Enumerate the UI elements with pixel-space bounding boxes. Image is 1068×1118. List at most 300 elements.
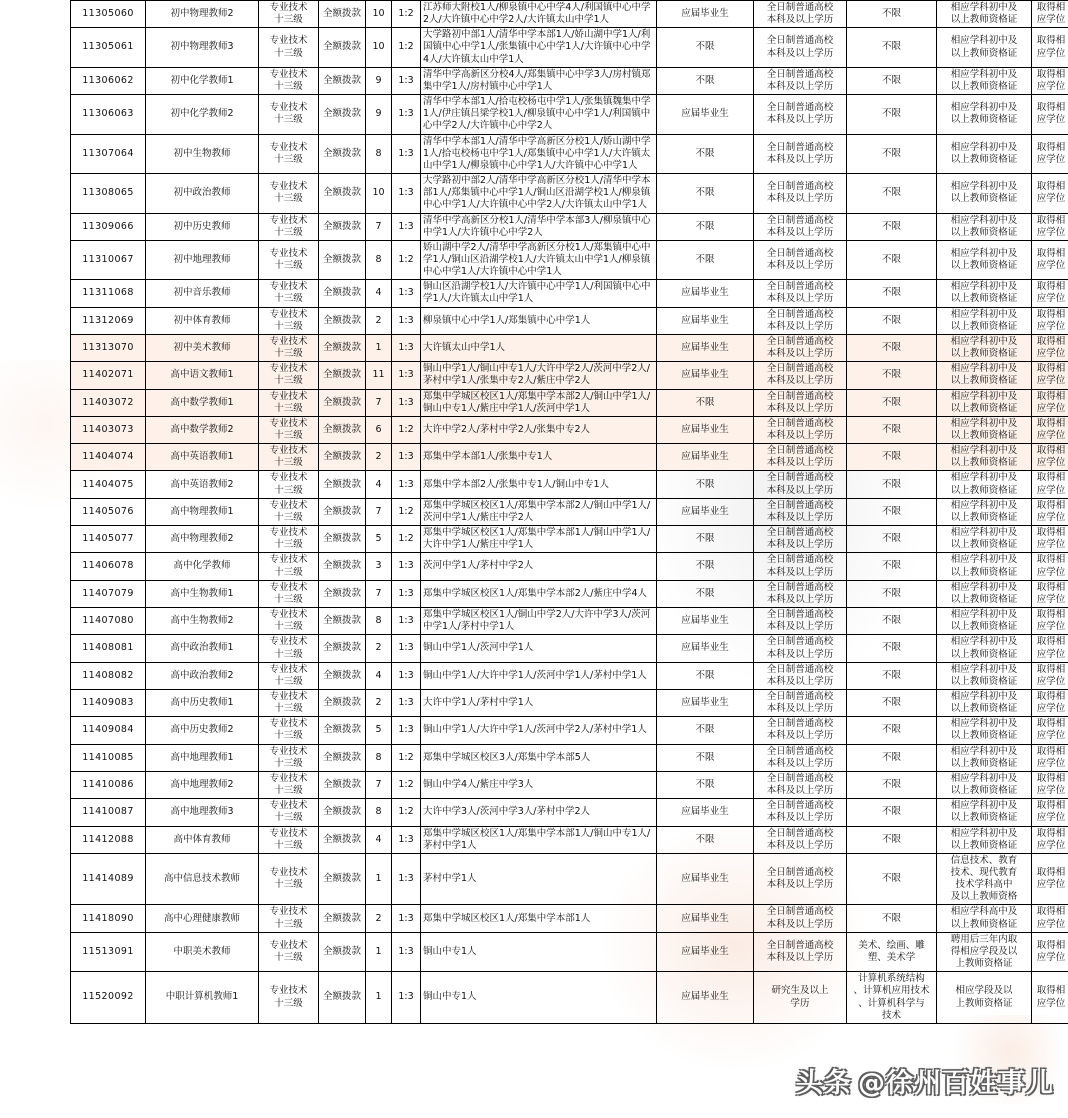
cell-certificate-requirement: 相应学科初中及 以上教师资格证 [937, 689, 1032, 716]
cell-exam-ratio: 1:3 [392, 307, 421, 334]
cell-position-code: 11410085 [71, 744, 146, 771]
cell-degree-requirement: 取得相 应学位 [1032, 826, 1068, 853]
cell-certificate-requirement: 相应学科初中及 以上教师资格证 [937, 744, 1032, 771]
cell-funding-type: 全额拨款 [319, 389, 366, 416]
cell-position-code: 11409084 [71, 717, 146, 744]
cell-education-requirement: 全日制普通高校 本科及以上学历 [754, 799, 847, 826]
table-row [71, 213, 1068, 240]
cell-position-code: 11520092 [71, 972, 146, 1024]
table-row [71, 826, 1068, 853]
cell-graduation-requirement: 应届毕业生 [657, 280, 754, 307]
table-row [71, 972, 1068, 1024]
cell-position-code: 11313070 [71, 334, 146, 361]
cell-exam-ratio: 1:3 [392, 471, 421, 498]
cell-certificate-requirement: 相应学科初中及 以上教师资格证 [937, 826, 1032, 853]
cell-certificate-requirement: 相应学科初中及 以上教师资格证 [937, 553, 1032, 580]
cell-exam-ratio: 1:3 [392, 580, 421, 607]
cell-school-allocation: 铜山中学1人/铜山中专1人/大许中学2人/茨河中学2人/茅村中学1人/张集中专2人/紫庄中学2人 [421, 362, 657, 389]
cell-headcount: 4 [366, 471, 392, 498]
cell-position-code: 11309066 [71, 213, 146, 240]
cell-headcount: 10 [366, 174, 392, 213]
cell-education-requirement: 全日制普通高校 本科及以上学历 [754, 213, 847, 240]
cell-funding-type: 全额拨款 [319, 744, 366, 771]
table-row [71, 498, 1068, 525]
cell-certificate-requirement: 相应学科初中及 以上教师资格证 [937, 717, 1032, 744]
cell-funding-type: 全额拨款 [319, 771, 366, 798]
cell-headcount: 2 [366, 444, 392, 471]
cell-position-name: 高中政治教师2 [146, 662, 259, 689]
cell-headcount: 8 [366, 608, 392, 635]
cell-certificate-requirement: 相应学科初中及 以上教师资格证 [937, 134, 1032, 173]
cell-position-name: 高中生物教师2 [146, 608, 259, 635]
table-row [71, 334, 1068, 361]
cell-degree-requirement: 取得相 应学位 [1032, 389, 1068, 416]
cell-position-name: 高中英语教师2 [146, 471, 259, 498]
cell-position-code: 11403072 [71, 389, 146, 416]
cell-degree-requirement: 取得相 应学位 [1032, 95, 1068, 134]
cell-school-allocation: 铜山中学1人/茨河中学1人 [421, 635, 657, 662]
cell-exam-ratio: 1:3 [392, 826, 421, 853]
cell-graduation-requirement: 应届毕业生 [657, 905, 754, 932]
table-row [71, 799, 1068, 826]
cell-funding-type: 全额拨款 [319, 1, 366, 28]
table-row [71, 905, 1068, 932]
cell-position-code: 11306062 [71, 67, 146, 94]
cell-headcount: 2 [366, 307, 392, 334]
cell-job-level: 专业技术 十三级 [259, 553, 319, 580]
cell-school-allocation: 铜山中专1人 [421, 932, 657, 971]
cell-education-requirement: 全日制普通高校 本科及以上学历 [754, 580, 847, 607]
cell-school-allocation: 茅村中学1人 [421, 853, 657, 905]
cell-education-requirement: 全日制普通高校 本科及以上学历 [754, 853, 847, 905]
table-row [71, 771, 1068, 798]
cell-major-requirement: 不限 [847, 662, 937, 689]
cell-exam-ratio: 1:2 [392, 498, 421, 525]
cell-funding-type: 全额拨款 [319, 240, 366, 279]
cell-position-name: 高中地理教师2 [146, 771, 259, 798]
cell-graduation-requirement: 应届毕业生 [657, 853, 754, 905]
cell-exam-ratio: 1:3 [392, 689, 421, 716]
cell-education-requirement: 全日制普通高校 本科及以上学历 [754, 689, 847, 716]
cell-school-allocation: 清华中学高新区分校4人/郑集镇中心中学3人/房村镇郑集中学1人/房村镇中心中学1人 [421, 67, 657, 94]
cell-graduation-requirement: 应届毕业生 [657, 362, 754, 389]
cell-exam-ratio: 1:3 [392, 972, 421, 1024]
cell-education-requirement: 全日制普通高校 本科及以上学历 [754, 416, 847, 443]
cell-graduation-requirement: 不限 [657, 744, 754, 771]
cell-position-code: 11410087 [71, 799, 146, 826]
cell-graduation-requirement: 不限 [657, 174, 754, 213]
table-row [71, 580, 1068, 607]
cell-school-allocation: 铜山中学1人/大许中学1人/茨河中学2人/茅村中学1人 [421, 717, 657, 744]
table-row [71, 744, 1068, 771]
cell-graduation-requirement: 应届毕业生 [657, 95, 754, 134]
cell-headcount: 11 [366, 362, 392, 389]
cell-degree-requirement: 取得相 应学位 [1032, 174, 1068, 213]
cell-graduation-requirement: 应届毕业生 [657, 608, 754, 635]
cell-position-code: 11409083 [71, 689, 146, 716]
cell-funding-type: 全额拨款 [319, 416, 366, 443]
cell-school-allocation: 江苏师大附校1人/柳泉镇中心中学4人/利国镇中心中学2人/大许镇中心中学2人/大许镇太山中学1人 [421, 1, 657, 28]
cell-education-requirement: 全日制普通高校 本科及以上学历 [754, 444, 847, 471]
cell-education-requirement: 全日制普通高校 本科及以上学历 [754, 526, 847, 553]
cell-degree-requirement: 取得相 应学位 [1032, 905, 1068, 932]
cell-job-level: 专业技术 十三级 [259, 771, 319, 798]
cell-certificate-requirement: 相应学科初中及 以上教师资格证 [937, 362, 1032, 389]
cell-certificate-requirement: 聘用后三年内取 得相应学段及以 上教师资格证 [937, 932, 1032, 971]
cell-education-requirement: 全日制普通高校 本科及以上学历 [754, 826, 847, 853]
table-row [71, 932, 1068, 971]
cell-degree-requirement: 取得相 应学位 [1032, 444, 1068, 471]
cell-degree-requirement: 取得相 应学位 [1032, 635, 1068, 662]
cell-degree-requirement: 取得相 应学位 [1032, 608, 1068, 635]
cell-exam-ratio: 1:3 [392, 362, 421, 389]
cell-job-level: 专业技术 十三级 [259, 526, 319, 553]
cell-job-level: 专业技术 十三级 [259, 853, 319, 905]
cell-degree-requirement: 取得相 应学位 [1032, 471, 1068, 498]
cell-degree-requirement: 取得相 应学位 [1032, 744, 1068, 771]
cell-funding-type: 全额拨款 [319, 799, 366, 826]
cell-school-allocation: 郑集中学城区校区1人/郑集中学本部1人 [421, 905, 657, 932]
cell-major-requirement: 不限 [847, 799, 937, 826]
cell-headcount: 2 [366, 905, 392, 932]
cell-funding-type: 全额拨款 [319, 662, 366, 689]
cell-job-level: 专业技术 十三级 [259, 67, 319, 94]
cell-school-allocation: 清华中学高新区分校1人/清华中学本部3人/柳泉镇中心中学1人/大许镇中心中学2人 [421, 213, 657, 240]
cell-school-allocation: 清华中学本部1人/清华中学高新区分校1人/娇山湖中学1人/拾屯校杨屯中学1人/郑集镇中心中学1人/大许镇太山中学1人/柳泉镇中心中学1人/大许镇中心中学1人 [421, 134, 657, 173]
cell-degree-requirement: 取得相 应学位 [1032, 134, 1068, 173]
cell-certificate-requirement: 相应学科初中及 以上教师资格证 [937, 498, 1032, 525]
cell-certificate-requirement: 信息技术、教育 技术、现代教育 技术学科高中 及以上教师资格 [937, 853, 1032, 905]
table-row [71, 853, 1068, 905]
cell-position-code: 11307064 [71, 134, 146, 173]
cell-certificate-requirement: 相应学科初中及 以上教师资格证 [937, 307, 1032, 334]
cell-school-allocation: 柳泉镇中心中学1人/郑集镇中心中学1人 [421, 307, 657, 334]
cell-position-code: 11403073 [71, 416, 146, 443]
table-row [71, 389, 1068, 416]
cell-job-level: 专业技术 十三级 [259, 498, 319, 525]
cell-school-allocation: 郑集中学城区校区1人/郑集中学本部2人/紫庄中学4人 [421, 580, 657, 607]
cell-exam-ratio: 1:2 [392, 744, 421, 771]
cell-exam-ratio: 1:3 [392, 389, 421, 416]
cell-education-requirement: 全日制普通高校 本科及以上学历 [754, 553, 847, 580]
cell-exam-ratio: 1:2 [392, 799, 421, 826]
cell-graduation-requirement: 不限 [657, 213, 754, 240]
cell-degree-requirement: 取得相 应学位 [1032, 307, 1068, 334]
cell-school-allocation: 大许中学3人/茨河中学3人/茅村中学2人 [421, 799, 657, 826]
cell-certificate-requirement: 相应学科初中及 以上教师资格证 [937, 389, 1032, 416]
cell-funding-type: 全额拨款 [319, 498, 366, 525]
cell-degree-requirement: 取得相 应学位 [1032, 853, 1068, 905]
cell-education-requirement: 全日制普通高校 本科及以上学历 [754, 471, 847, 498]
cell-headcount: 2 [366, 689, 392, 716]
cell-job-level: 专业技术 十三级 [259, 662, 319, 689]
cell-major-requirement: 不限 [847, 362, 937, 389]
cell-funding-type: 全额拨款 [319, 689, 366, 716]
cell-certificate-requirement: 相应学科初中及 以上教师资格证 [937, 334, 1032, 361]
cell-education-requirement: 全日制普通高校 本科及以上学历 [754, 134, 847, 173]
cell-position-name: 初中生物教师 [146, 134, 259, 173]
cell-position-name: 初中物理教师3 [146, 28, 259, 67]
cell-funding-type: 全额拨款 [319, 174, 366, 213]
cell-headcount: 7 [366, 389, 392, 416]
cell-education-requirement: 全日制普通高校 本科及以上学历 [754, 240, 847, 279]
cell-funding-type: 全额拨款 [319, 95, 366, 134]
cell-funding-type: 全额拨款 [319, 134, 366, 173]
table-row [71, 689, 1068, 716]
cell-graduation-requirement: 不限 [657, 67, 754, 94]
cell-position-name: 初中地理教师 [146, 240, 259, 279]
cell-exam-ratio: 1:2 [392, 416, 421, 443]
cell-position-name: 初中化学教师2 [146, 95, 259, 134]
cell-job-level: 专业技术 十三级 [259, 213, 319, 240]
cell-school-allocation: 铜山中学4人/紫庄中学3人 [421, 771, 657, 798]
cell-school-allocation: 郑集中学城区校区1人/郑集中学本部1人/铜山中专1人/茅村中学1人 [421, 826, 657, 853]
cell-certificate-requirement: 相应学科初中及 以上教师资格证 [937, 28, 1032, 67]
cell-position-code: 11407079 [71, 580, 146, 607]
cell-certificate-requirement: 相应学科高中及 以上教师资格证 [937, 905, 1032, 932]
cell-position-code: 11305060 [71, 1, 146, 28]
cell-job-level: 专业技术 十三级 [259, 608, 319, 635]
cell-funding-type: 全额拨款 [319, 28, 366, 67]
cell-school-allocation: 铜山区沿湖学校1人/大许镇中心中学1人/利国镇中心中学1人/大许镇太山中学1人 [421, 280, 657, 307]
table-row [71, 1, 1068, 28]
cell-graduation-requirement: 应届毕业生 [657, 635, 754, 662]
cell-major-requirement: 不限 [847, 28, 937, 67]
cell-headcount: 1 [366, 932, 392, 971]
cell-major-requirement: 不限 [847, 174, 937, 213]
cell-school-allocation: 郑集中学城区校区1人/郑集中学本部2人/铜山中学1人/铜山中专1人/紫庄中学1人/茨河中学1人 [421, 389, 657, 416]
cell-certificate-requirement: 相应学科初中及 以上教师资格证 [937, 213, 1032, 240]
cell-position-name: 初中政治教师 [146, 174, 259, 213]
cell-exam-ratio: 1:3 [392, 905, 421, 932]
cell-major-requirement: 不限 [847, 67, 937, 94]
cell-major-requirement: 不限 [847, 134, 937, 173]
cell-major-requirement: 不限 [847, 717, 937, 744]
cell-headcount: 8 [366, 799, 392, 826]
cell-degree-requirement: 取得相 应学位 [1032, 799, 1068, 826]
cell-funding-type: 全额拨款 [319, 608, 366, 635]
cell-certificate-requirement: 相应学科初中及 以上教师资格证 [937, 174, 1032, 213]
cell-headcount: 7 [366, 498, 392, 525]
cell-funding-type: 全额拨款 [319, 635, 366, 662]
cell-exam-ratio: 1:3 [392, 280, 421, 307]
cell-job-level: 专业技术 十三级 [259, 240, 319, 279]
cell-position-name: 高中地理教师3 [146, 799, 259, 826]
table-row [71, 553, 1068, 580]
background-watermark-corner [938, 1015, 1058, 1105]
cell-headcount: 4 [366, 826, 392, 853]
cell-education-requirement: 全日制普通高校 本科及以上学历 [754, 905, 847, 932]
cell-degree-requirement: 取得相 应学位 [1032, 972, 1068, 1024]
table-row [71, 362, 1068, 389]
cell-funding-type: 全额拨款 [319, 553, 366, 580]
cell-degree-requirement: 取得相 应学位 [1032, 689, 1068, 716]
cell-funding-type: 全额拨款 [319, 580, 366, 607]
cell-graduation-requirement: 不限 [657, 28, 754, 67]
cell-position-code: 11312069 [71, 307, 146, 334]
cell-education-requirement: 全日制普通高校 本科及以上学历 [754, 635, 847, 662]
cell-degree-requirement: 取得相 应学位 [1032, 67, 1068, 94]
cell-position-code: 11308065 [71, 174, 146, 213]
cell-education-requirement: 全日制普通高校 本科及以上学历 [754, 744, 847, 771]
cell-exam-ratio: 1:2 [392, 240, 421, 279]
cell-job-level: 专业技术 十三级 [259, 826, 319, 853]
cell-exam-ratio: 1:3 [392, 717, 421, 744]
cell-position-name: 高中英语教师1 [146, 444, 259, 471]
cell-education-requirement: 全日制普通高校 本科及以上学历 [754, 280, 847, 307]
cell-education-requirement: 全日制普通高校 本科及以上学历 [754, 932, 847, 971]
cell-degree-requirement: 取得相 应学位 [1032, 240, 1068, 279]
cell-certificate-requirement: 相应学科初中及 以上教师资格证 [937, 608, 1032, 635]
cell-position-code: 11405077 [71, 526, 146, 553]
cell-major-requirement: 不限 [847, 689, 937, 716]
cell-school-allocation: 郑集中学城区校区1人/郑集中学本部2人/铜山中学1人/茨河中学1人/紫庄中学2人 [421, 498, 657, 525]
cell-degree-requirement: 取得相 应学位 [1032, 580, 1068, 607]
cell-job-level: 专业技术 十三级 [259, 174, 319, 213]
cell-major-requirement: 不限 [847, 389, 937, 416]
cell-job-level: 专业技术 十三级 [259, 95, 319, 134]
cell-education-requirement: 全日制普通高校 本科及以上学历 [754, 717, 847, 744]
cell-education-requirement: 全日制普通高校 本科及以上学历 [754, 389, 847, 416]
cell-position-name: 高中信息技术教师 [146, 853, 259, 905]
cell-school-allocation: 郑集中学城区校区3人/郑集中学本部5人 [421, 744, 657, 771]
cell-position-name: 高中物理教师1 [146, 498, 259, 525]
cell-major-requirement: 不限 [847, 526, 937, 553]
cell-position-name: 高中物理教师2 [146, 526, 259, 553]
watermark-handle: @徐州百姓事儿 [858, 1068, 1054, 1099]
table-row [71, 240, 1068, 279]
cell-position-name: 高中生物教师1 [146, 580, 259, 607]
cell-certificate-requirement: 相应学科初中及 以上教师资格证 [937, 67, 1032, 94]
cell-degree-requirement: 取得相 应学位 [1032, 717, 1068, 744]
cell-degree-requirement: 取得相 应学位 [1032, 28, 1068, 67]
cell-headcount: 9 [366, 67, 392, 94]
cell-major-requirement: 不限 [847, 1, 937, 28]
cell-job-level: 专业技术 十三级 [259, 1, 319, 28]
cell-degree-requirement: 取得相 应学位 [1032, 553, 1068, 580]
cell-school-allocation: 铜山中专1人 [421, 972, 657, 1024]
cell-job-level: 专业技术 十三级 [259, 307, 319, 334]
cell-headcount: 7 [366, 771, 392, 798]
cell-major-requirement: 不限 [847, 240, 937, 279]
cell-position-name: 初中历史教师 [146, 213, 259, 240]
table-row [71, 67, 1068, 94]
cell-funding-type: 全额拨款 [319, 213, 366, 240]
cell-headcount: 1 [366, 972, 392, 1024]
cell-headcount: 7 [366, 580, 392, 607]
cell-graduation-requirement: 应届毕业生 [657, 416, 754, 443]
cell-position-name: 高中心理健康教师 [146, 905, 259, 932]
cell-graduation-requirement: 不限 [657, 240, 754, 279]
cell-position-code: 11406078 [71, 553, 146, 580]
cell-major-requirement: 不限 [847, 498, 937, 525]
cell-position-name: 高中数学教师1 [146, 389, 259, 416]
cell-education-requirement: 全日制普通高校 本科及以上学历 [754, 498, 847, 525]
cell-headcount: 4 [366, 280, 392, 307]
table-row [71, 95, 1068, 134]
cell-position-code: 11305061 [71, 28, 146, 67]
cell-funding-type: 全额拨款 [319, 471, 366, 498]
cell-funding-type: 全额拨款 [319, 826, 366, 853]
cell-degree-requirement: 取得相 应学位 [1032, 362, 1068, 389]
cell-major-requirement: 计算机系统结构 、计算机应用技术 、计算机科学与 技术 [847, 972, 937, 1024]
cell-position-code: 11412088 [71, 826, 146, 853]
cell-exam-ratio: 1:2 [392, 771, 421, 798]
table-row [71, 717, 1068, 744]
cell-education-requirement: 全日制普通高校 本科及以上学历 [754, 95, 847, 134]
cell-degree-requirement: 取得相 应学位 [1032, 662, 1068, 689]
cell-job-level: 专业技术 十三级 [259, 717, 319, 744]
cell-certificate-requirement: 相应学科初中及 以上教师资格证 [937, 444, 1032, 471]
cell-headcount: 1 [366, 334, 392, 361]
cell-job-level: 专业技术 十三级 [259, 389, 319, 416]
cell-degree-requirement: 取得相 应学位 [1032, 213, 1068, 240]
cell-major-requirement: 不限 [847, 416, 937, 443]
cell-major-requirement: 不限 [847, 334, 937, 361]
cell-exam-ratio: 1:3 [392, 174, 421, 213]
cell-school-allocation: 大学路初中部1人/清华中学本部1人/娇山湖中学1人/利国镇中心中学1人/张集镇中心中学1人/大许镇中心中学4人/大许镇太山中学1人 [421, 28, 657, 67]
cell-certificate-requirement: 相应学科初中及 以上教师资格证 [937, 771, 1032, 798]
cell-graduation-requirement: 不限 [657, 134, 754, 173]
cell-certificate-requirement: 相应学科初中及 以上教师资格证 [937, 95, 1032, 134]
cell-position-name: 高中历史教师1 [146, 689, 259, 716]
cell-job-level: 专业技术 十三级 [259, 580, 319, 607]
cell-certificate-requirement: 相应学科初中及 以上教师资格证 [937, 799, 1032, 826]
cell-headcount: 5 [366, 526, 392, 553]
cell-degree-requirement: 取得相 应学位 [1032, 771, 1068, 798]
cell-education-requirement: 全日制普通高校 本科及以上学历 [754, 174, 847, 213]
cell-headcount: 10 [366, 28, 392, 67]
table-row [71, 526, 1068, 553]
cell-position-name: 中职美术教师 [146, 932, 259, 971]
cell-graduation-requirement: 应届毕业生 [657, 307, 754, 334]
cell-graduation-requirement: 不限 [657, 553, 754, 580]
cell-major-requirement: 不限 [847, 635, 937, 662]
cell-funding-type: 全额拨款 [319, 853, 366, 905]
cell-school-allocation: 郑集中学城区校区1人/郑集中学本部1人/铜山中学1人/大许中学1人/紫庄中学1人 [421, 526, 657, 553]
cell-funding-type: 全额拨款 [319, 526, 366, 553]
cell-headcount: 8 [366, 240, 392, 279]
cell-exam-ratio: 1:2 [392, 1, 421, 28]
cell-certificate-requirement: 相应学科初中及 以上教师资格证 [937, 240, 1032, 279]
cell-position-code: 11513091 [71, 932, 146, 971]
cell-job-level: 专业技术 十三级 [259, 471, 319, 498]
cell-exam-ratio: 1:3 [392, 853, 421, 905]
cell-job-level: 专业技术 十三级 [259, 134, 319, 173]
cell-major-requirement: 不限 [847, 905, 937, 932]
cell-certificate-requirement: 相应学科初中及 以上教师资格证 [937, 471, 1032, 498]
cell-position-name: 高中体育教师 [146, 826, 259, 853]
cell-job-level: 专业技术 十三级 [259, 362, 319, 389]
cell-graduation-requirement: 不限 [657, 526, 754, 553]
cell-major-requirement: 不限 [847, 853, 937, 905]
cell-graduation-requirement: 不限 [657, 826, 754, 853]
cell-job-level: 专业技术 十三级 [259, 280, 319, 307]
table-row [71, 662, 1068, 689]
cell-exam-ratio: 1:3 [392, 608, 421, 635]
cell-funding-type: 全额拨款 [319, 717, 366, 744]
cell-headcount: 4 [366, 662, 392, 689]
cell-certificate-requirement: 相应学科初中及 以上教师资格证 [937, 416, 1032, 443]
cell-exam-ratio: 1:3 [392, 553, 421, 580]
cell-headcount: 8 [366, 744, 392, 771]
cell-exam-ratio: 1:2 [392, 28, 421, 67]
cell-degree-requirement: 取得相 应学位 [1032, 932, 1068, 971]
cell-major-requirement: 不限 [847, 95, 937, 134]
cell-position-name: 高中历史教师2 [146, 717, 259, 744]
cell-graduation-requirement: 不限 [657, 717, 754, 744]
cell-funding-type: 全额拨款 [319, 334, 366, 361]
